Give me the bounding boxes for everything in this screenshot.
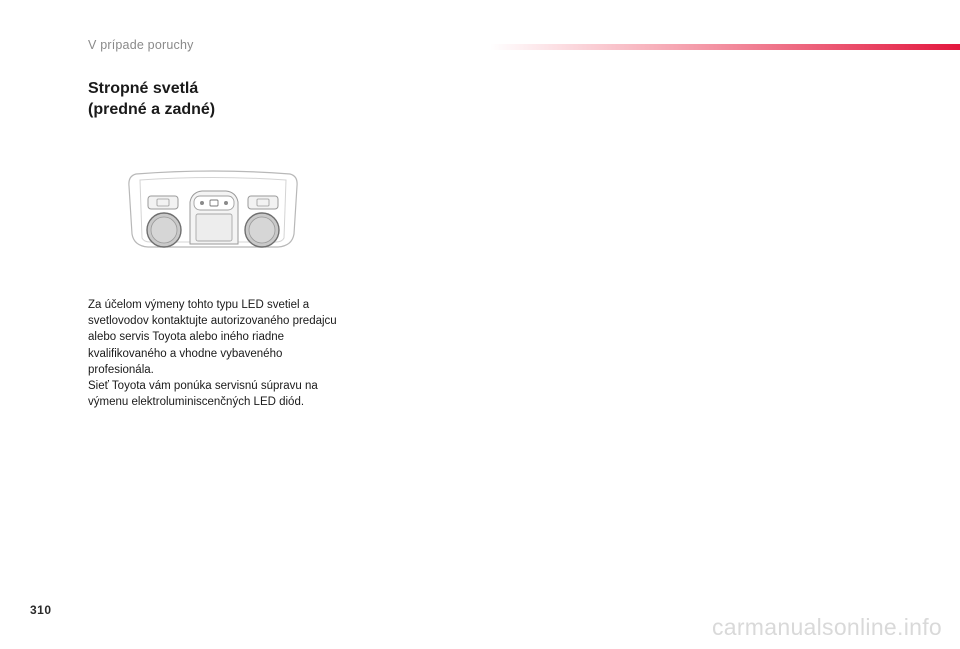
header-accent-bar: [490, 44, 960, 50]
watermark: carmanualsonline.info: [711, 614, 942, 640]
page-title-line-1: Stropné svetlá: [88, 80, 199, 97]
paragraph-service-kit: Sieť Toyota vám ponúka servisnú súpravu na výmenu elektroluminiscenčných LED diód.: [88, 380, 318, 409]
body-text: [88, 297, 348, 410]
paragraph-replacement-instructions: Za účelom výmeny tohto typu LED svetiel a svetlovodov kontaktujte autorizovaného predajcu alebo servis Toyota alebo iného riadne kvalifikovaného a vhodne vybaveného profesionála.: [88, 299, 337, 376]
ceiling-light-unit-icon: [126, 168, 300, 254]
section-header: V prípade poruchy: [88, 38, 194, 52]
page-title-line-2: (predné a zadné): [88, 101, 216, 118]
page-number: 310: [30, 603, 52, 617]
page-title: [88, 78, 215, 120]
